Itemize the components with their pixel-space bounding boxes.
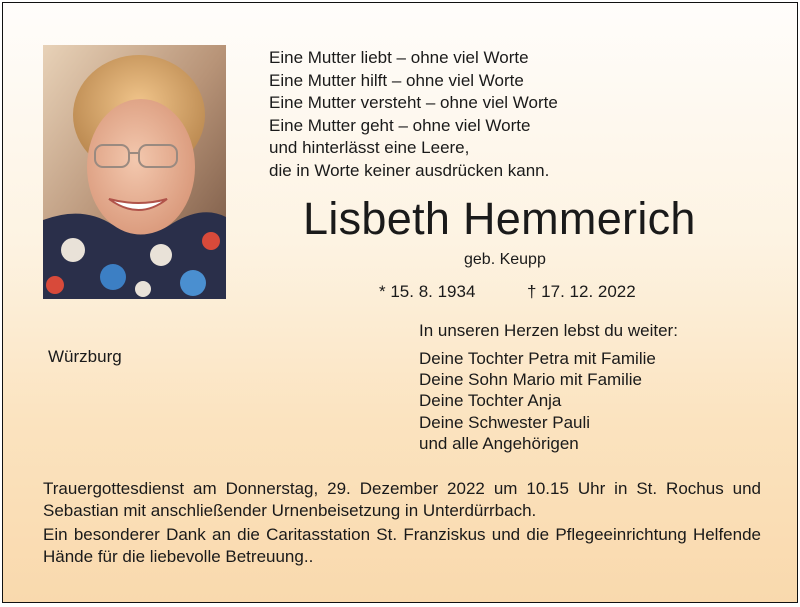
birth-name: geb. Keupp: [464, 251, 546, 268]
thanks-note: Ein besonderer Dank an die Caritasstation St. Franziskus und die Pflegeeinrichtung Helfende Hände für die liebevolle Betreuung..: [43, 525, 761, 566]
mourner-line: Deine Schwester Pauli: [419, 412, 591, 432]
mourner-line: Deine Sohn Mario mit Familie: [419, 370, 642, 390]
poem-line: Eine Mutter hilft – ohne viel Worte: [269, 70, 524, 90]
birth-date: * 15. 8. 1934: [379, 282, 476, 301]
mourners-intro: In unseren Herzen lebst du weiter:: [419, 321, 678, 340]
poem-line: Eine Mutter liebt – ohne viel Worte: [269, 48, 529, 67]
mourner-line: Deine Tochter Anja: [419, 391, 562, 411]
mourner-line: und alle Angehörigen: [419, 433, 579, 453]
location: Würzburg: [48, 347, 122, 366]
mourners-list: [419, 348, 656, 454]
portrait-photo: [43, 45, 226, 299]
obituary-notice: [2, 2, 798, 603]
poem: [269, 47, 558, 183]
service-announcement: Trauergottesdienst am Donnerstag, 29. Dezember 2022 um 10.15 Uhr in St. Rochus und Sebastian mit anschließender Urnenbeisetzung in Unterdürrbach.: [43, 479, 761, 520]
poem-line: und hinterlässt eine Leere,: [269, 138, 470, 158]
mourner-line: Deine Tochter Petra mit Familie: [419, 349, 656, 368]
deceased-name: Lisbeth Hemmerich: [303, 193, 696, 244]
poem-line: Eine Mutter geht – ohne viel Worte: [269, 115, 531, 135]
poem-line: Eine Mutter versteht – ohne viel Worte: [269, 93, 558, 113]
poem-line: die in Worte keiner ausdrücken kann.: [269, 160, 550, 180]
death-date: † 17. 12. 2022: [527, 282, 636, 301]
